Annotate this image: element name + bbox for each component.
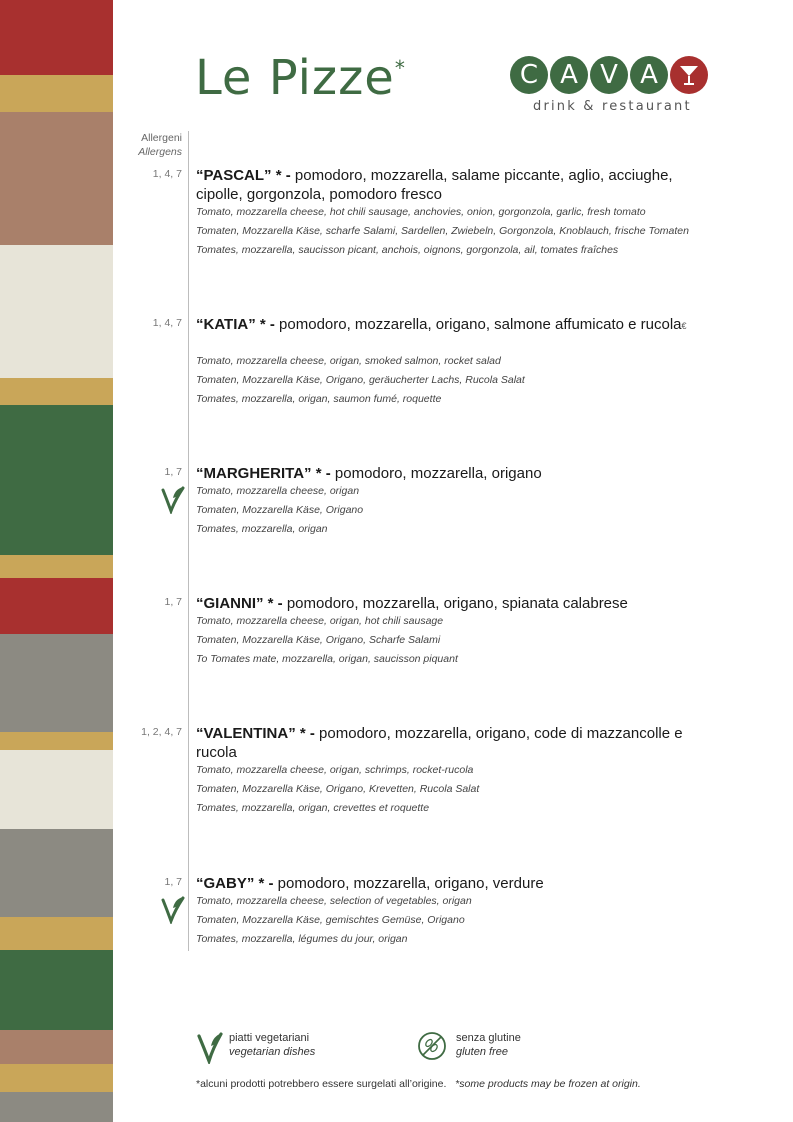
color-stripe (0, 112, 113, 245)
pizza-name (196, 166, 716, 204)
pizza-title: “VALENTINA” * - (196, 725, 315, 742)
pizza-translation: Tomates, mozzarella, origan, crevettes et roquette (196, 802, 430, 814)
color-stripe (0, 732, 113, 750)
legend-gluten-free: senza glutine gluten free (456, 1032, 521, 1058)
pizza-name (196, 724, 716, 762)
pizza-title: “KATIA” * - (196, 316, 275, 333)
price-mark: € (681, 321, 687, 331)
pizza-translation: Tomato, mozzarella cheese, origan, hot chili sausage (196, 615, 444, 627)
logo-letter: A (550, 56, 588, 94)
pizza-translation: Tomato, mozzarella cheese, origan, smoked salmon, rocket salad (196, 355, 501, 367)
color-stripe (0, 950, 113, 1030)
color-stripe (0, 555, 113, 578)
allergen-codes: 1, 7 (164, 596, 182, 608)
pizza-translation: Tomates, mozzarella, légumes du jour, origan (196, 933, 408, 945)
pizza-ingredients: pomodoro, mozzarella, origano (330, 465, 542, 482)
color-stripe (0, 0, 113, 75)
pizza-ingredients: pomodoro, mozzarella, origano, verdure (273, 875, 544, 892)
allergen-codes: 1, 4, 7 (152, 168, 182, 180)
gluten-free-icon (417, 1031, 447, 1066)
pizza-translation: Tomaten, Mozzarella Käse, Origano (196, 504, 364, 516)
pizza-translation: Tomato, mozzarella cheese, hot chili sausage, anchovies, onion, gorgonzola, garlic, fresh tomato (196, 206, 646, 218)
allergens-header: Allergeni Allergens (138, 132, 182, 158)
allergen-codes: 1, 2, 4, 7 (141, 726, 182, 738)
logo-letter: A (630, 56, 668, 94)
cocktail-glass-icon (670, 56, 708, 94)
pizza-translation: To Tomates mate, mozzarella, origan, saucisson piquant (196, 653, 458, 665)
pizza-translation: Tomates, mozzarella, saucisson picant, anchois, oignons, gorgonzola, ail, tomates fraîches (196, 244, 619, 256)
allergen-codes: 1, 7 (164, 876, 182, 888)
color-stripe (0, 405, 113, 555)
cava-logo (510, 56, 720, 116)
pizza-name (196, 315, 716, 336)
pizza-ingredients: pomodoro, mozzarella, origano, salmone affumicato e rucola (274, 316, 682, 333)
vegetarian-leaf-icon (196, 1030, 224, 1069)
color-stripe (0, 245, 113, 378)
logo-letter: C (510, 56, 548, 94)
legend-vegetarian: piatti vegetariani vegetarian dishes (229, 1032, 316, 1058)
pizza-translation: Tomaten, Mozzarella Käse, Origano, Scharfe Salami (196, 634, 441, 646)
pizza-translation: Tomaten, Mozzarella Käse, scharfe Salami, Sardellen, Zwiebeln, Gorgonzola, Knoblauch, frische Tomaten (196, 225, 689, 237)
pizza-title: “PASCAL” * - (196, 167, 291, 184)
column-divider (188, 131, 189, 951)
color-stripe (0, 1092, 113, 1122)
allergen-codes: 1, 4, 7 (152, 317, 182, 329)
pizza-translation: Tomates, mozzarella, origan, saumon fumé, roquette (196, 393, 442, 405)
pizza-name (196, 874, 716, 893)
pizza-ingredients: pomodoro, mozzarella, origano, spianata calabrese (282, 595, 628, 612)
allergen-codes: 1, 7 (164, 466, 182, 478)
logo-letter: V (590, 56, 628, 94)
pizza-translation: Tomato, mozzarella cheese, selection of vegetables, origan (196, 895, 472, 907)
pizza-translation: Tomato, mozzarella cheese, origan, schrimps, rocket-rucola (196, 764, 474, 776)
color-stripe (0, 917, 113, 950)
vegetarian-leaf-icon (160, 894, 186, 929)
pizza-translation: Tomaten, Mozzarella Käse, Origano, Krevetten, Rucola Salat (196, 783, 480, 795)
decorative-color-stripes (0, 0, 113, 1122)
pizza-ingredients: pomodoro, mozzarella, origano, code di mazzancolle e rucola (196, 725, 683, 761)
pizza-name (196, 464, 716, 483)
pizza-title: “GIANNI” * - (196, 595, 283, 612)
pizza-translation: Tomaten, Mozzarella Käse, gemischtes Gemüse, Origano (196, 914, 465, 926)
page-title: Le Pizze* (195, 50, 406, 106)
pizza-ingredients: pomodoro, mozzarella, salame piccante, aglio, acciughe, cipolle, gorgonzola, pomodoro fresco (196, 167, 673, 203)
color-stripe (0, 75, 113, 112)
pizza-translation: Tomato, mozzarella cheese, origan (196, 485, 360, 497)
pizza-name (196, 594, 716, 613)
pizza-translation: Tomaten, Mozzarella Käse, Origano, geräucherter Lachs, Rucola Salat (196, 374, 525, 386)
pizza-translation: Tomates, mozzarella, origan (196, 523, 328, 535)
color-stripe (0, 578, 113, 634)
logo-subtitle: drink & restaurant (533, 99, 692, 114)
color-stripe (0, 1064, 113, 1092)
pizza-title: “GABY” * - (196, 875, 274, 892)
color-stripe (0, 1030, 113, 1064)
footnote: *alcuni prodotti potrebbero essere surgelati all’origine. *some products may be frozen at origin. (196, 1078, 641, 1090)
color-stripe (0, 750, 113, 829)
color-stripe (0, 829, 113, 917)
color-stripe (0, 378, 113, 405)
vegetarian-leaf-icon (160, 484, 186, 519)
color-stripe (0, 634, 113, 732)
pizza-title: “MARGHERITA” * - (196, 465, 331, 482)
